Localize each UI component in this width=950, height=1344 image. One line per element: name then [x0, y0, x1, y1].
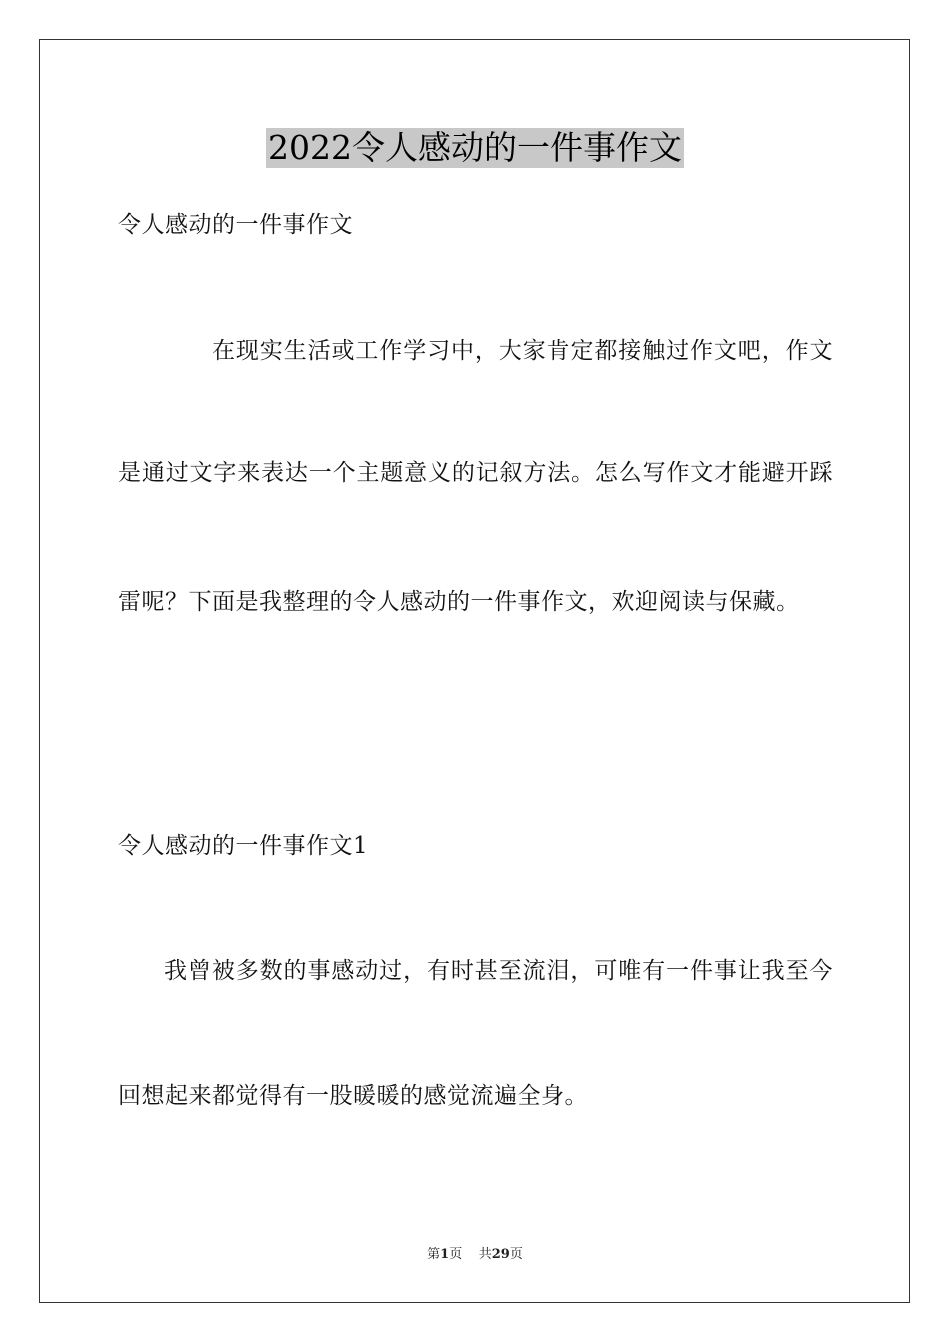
paragraph-line: 是通过文字来表达一个主题意义的记叙方法。怎么写作文才能避开踩	[118, 460, 833, 486]
page-footer	[0, 1246, 950, 1264]
footer-page-prefix: 第	[427, 1247, 441, 1262]
footer-page-suffix: 页	[449, 1247, 463, 1262]
paragraph-line: 回想起来都觉得有一股暖暖的感觉流遍全身。	[118, 1083, 588, 1109]
footer-total-prefix: 共	[478, 1247, 492, 1262]
paragraph-line: 雷呢？下面是我整理的令人感动的一件事作文，欢迎阅读与保藏。	[118, 589, 800, 615]
paragraph-line: 我曾被多数的事感动过，有时甚至流泪，可唯有一件事让我至今	[164, 958, 833, 984]
subtitle: 令人感动的一件事作文	[118, 212, 353, 238]
section-heading: 令人感动的一件事作文1	[118, 833, 369, 859]
title-container	[0, 128, 950, 168]
document-title: 2022令人感动的一件事作文	[268, 128, 682, 167]
footer-page-number: 1	[440, 1247, 450, 1262]
footer-total-pages: 29	[491, 1247, 510, 1262]
footer-total-suffix: 页	[509, 1247, 523, 1262]
paragraph-line: 在现实生活或工作学习中，大家肯定都接触过作文吧，作文	[212, 338, 833, 364]
